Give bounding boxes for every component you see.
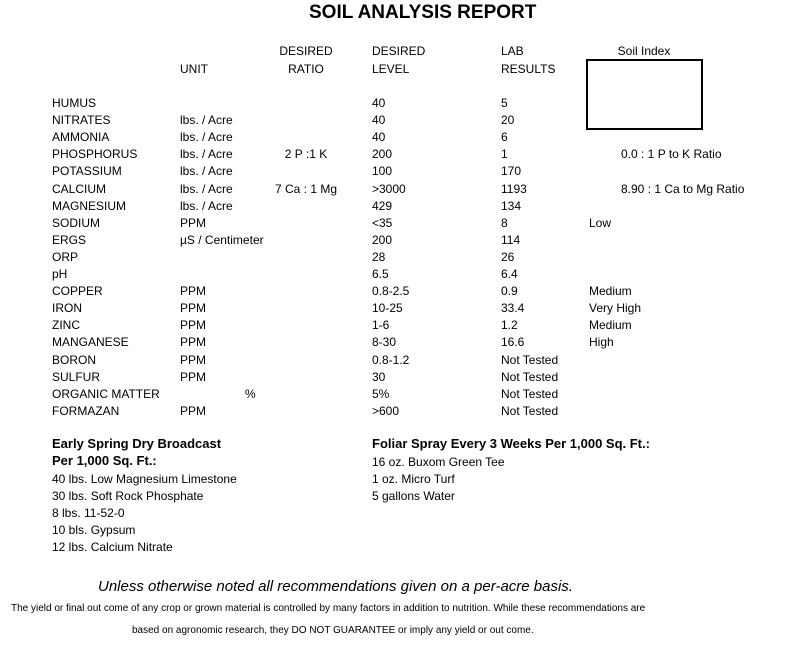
broadcast-item: 8 lbs. 11-52-0: [52, 506, 125, 520]
row-lab-result: Not Tested: [501, 404, 559, 418]
row-desired-level: 0.8-2.5: [372, 284, 410, 298]
row-desired-level: 6.5: [372, 267, 389, 281]
row-name: AMMONIA: [52, 130, 110, 144]
page-title: SOIL ANALYSIS REPORT: [309, 2, 537, 23]
row-desired-level: 0.8-1.2: [372, 353, 410, 367]
row-name: FORMAZAN: [52, 404, 120, 418]
broadcast-item: 30 lbs. Soft Rock Phosphate: [52, 489, 204, 503]
row-desired-level: >3000: [372, 182, 406, 196]
row-lab-result: 6.4: [501, 267, 518, 281]
header-unit: UNIT: [180, 62, 208, 76]
row-desired-level: 100: [372, 164, 393, 178]
row-unit: PPM: [180, 301, 207, 315]
row-desired-level: 429: [372, 199, 393, 213]
header-lab-top: LAB: [501, 44, 524, 58]
row-name: ORP: [52, 250, 79, 264]
row-unit: PPM: [180, 284, 207, 298]
header-level-bottom: LEVEL: [372, 62, 410, 76]
row-lab-result: 5: [501, 96, 508, 110]
row-lab-result: 20: [501, 113, 515, 127]
row-unit: lbs. / Acre: [180, 130, 233, 144]
row-lab-result: 26: [501, 250, 515, 264]
row-lab-result: 134: [501, 199, 522, 213]
header-level-top: DESIRED: [372, 44, 426, 58]
foliar-title: Foliar Spray Every 3 Weeks Per 1,000 Sq. Ft.:: [372, 436, 650, 451]
row-lab-result: 6: [501, 130, 508, 144]
header-lab-bottom: RESULTS: [501, 62, 556, 76]
row-note: Very High: [589, 301, 642, 315]
row-name: POTASSIUM: [52, 164, 122, 178]
row-desired-level: 30: [372, 370, 386, 384]
row-desired-level: 28: [372, 250, 386, 264]
row-unit: PPM: [180, 370, 207, 384]
row-note: 8.90 : 1 Ca to Mg Ratio: [621, 182, 745, 196]
row-name: PHOSPHORUS: [52, 147, 138, 161]
header-ratio-bottom: RATIO: [288, 62, 324, 76]
row-name: ORGANIC MATTER: [52, 387, 160, 401]
row-desired-level: 200: [372, 147, 393, 161]
row-unit: lbs. / Acre: [180, 182, 233, 196]
broadcast-subtitle: Per 1,000 Sq. Ft.:: [52, 453, 157, 468]
row-lab-result: 1.2: [501, 318, 518, 332]
row-lab-result: 0.9: [501, 284, 518, 298]
broadcast-item: 40 lbs. Low Magnesium Limestone: [52, 472, 237, 486]
row-name: BORON: [52, 353, 97, 367]
row-name: IRON: [52, 301, 82, 315]
row-lab-result: 1: [501, 147, 508, 161]
row-desired-level: 8-30: [372, 335, 397, 349]
row-note: 0.0 : 1 P to K Ratio: [621, 147, 722, 161]
foliar-item: 1 oz. Micro Turf: [372, 472, 455, 486]
row-ratio: 7 Ca : 1 Mg: [274, 182, 338, 196]
row-unit: PPM: [180, 216, 207, 230]
row-lab-result: 170: [501, 164, 522, 178]
broadcast-item: 12 lbs. Calcium Nitrate: [52, 540, 173, 554]
row-name: SODIUM: [52, 216, 100, 230]
row-desired-level: 40: [372, 96, 386, 110]
row-unit: lbs. / Acre: [180, 199, 233, 213]
row-desired-level: >600: [372, 404, 400, 418]
row-name: MANGANESE: [52, 335, 129, 349]
row-name: pH: [52, 267, 68, 281]
row-lab-result: Not Tested: [501, 370, 559, 384]
row-name: ZINC: [52, 318, 80, 332]
header-soil-index: Soil Index: [617, 44, 671, 58]
row-name: CALCIUM: [52, 182, 107, 196]
row-lab-result: 16.6: [501, 335, 525, 349]
row-unit: lbs. / Acre: [180, 164, 233, 178]
row-unit: lbs. / Acre: [180, 147, 233, 161]
broadcast-title: Early Spring Dry Broadcast: [52, 436, 222, 451]
row-lab-result: 8: [501, 216, 508, 230]
broadcast-item: 10 bls. Gypsum: [52, 523, 136, 537]
disclaimer-line-2: based on agronomic research, they DO NOT GUARANTEE or imply any yield or out come.: [132, 625, 534, 636]
row-name: ERGS: [52, 233, 87, 247]
row-name: COPPER: [52, 284, 103, 298]
row-note: High: [589, 335, 614, 349]
row-lab-result: 1193: [501, 182, 527, 196]
row-name: HUMUS: [52, 96, 96, 110]
row-lab-result: 33.4: [501, 301, 525, 315]
foliar-item: 16 oz. Buxom Green Tee: [372, 455, 505, 469]
row-desired-level: 40: [372, 113, 386, 127]
row-lab-result: Not Tested: [501, 353, 559, 367]
row-unit: PPM: [180, 404, 207, 418]
row-unit: lbs. / Acre: [180, 113, 233, 127]
row-unit: PPM: [180, 353, 207, 367]
row-ratio: %: [245, 387, 256, 401]
header-ratio-top: DESIRED: [279, 44, 333, 58]
row-desired-level: 10-25: [372, 301, 403, 315]
disclaimer-line-1: The yield or final out come of any crop or grown material is controlled by many factors in addition to nutrition. While these recommendations are: [11, 603, 646, 614]
row-unit: PPM: [180, 318, 207, 332]
row-desired-level: <35: [372, 216, 393, 230]
row-lab-result: Not Tested: [501, 387, 559, 401]
row-unit: µS / Centimeter: [180, 233, 264, 247]
row-lab-result: 114: [501, 233, 521, 247]
foliar-item: 5 gallons Water: [372, 489, 455, 503]
row-note: Medium: [589, 318, 632, 332]
soil-index-box: [586, 59, 703, 130]
row-desired-level: 1-6: [372, 318, 390, 332]
row-note: Low: [589, 216, 612, 230]
row-name: NITRATES: [52, 113, 111, 127]
row-name: MAGNESIUM: [52, 199, 127, 213]
row-unit: PPM: [180, 335, 207, 349]
row-name: SULFUR: [52, 370, 101, 384]
row-desired-level: 200: [372, 233, 393, 247]
recommendation-note: Unless otherwise noted all recommendations given on a per-acre basis.: [98, 578, 573, 595]
row-desired-level: 5%: [372, 387, 390, 401]
row-note: Medium: [589, 284, 632, 298]
row-desired-level: 40: [372, 130, 386, 144]
row-ratio: 2 P :1 K: [284, 147, 328, 161]
